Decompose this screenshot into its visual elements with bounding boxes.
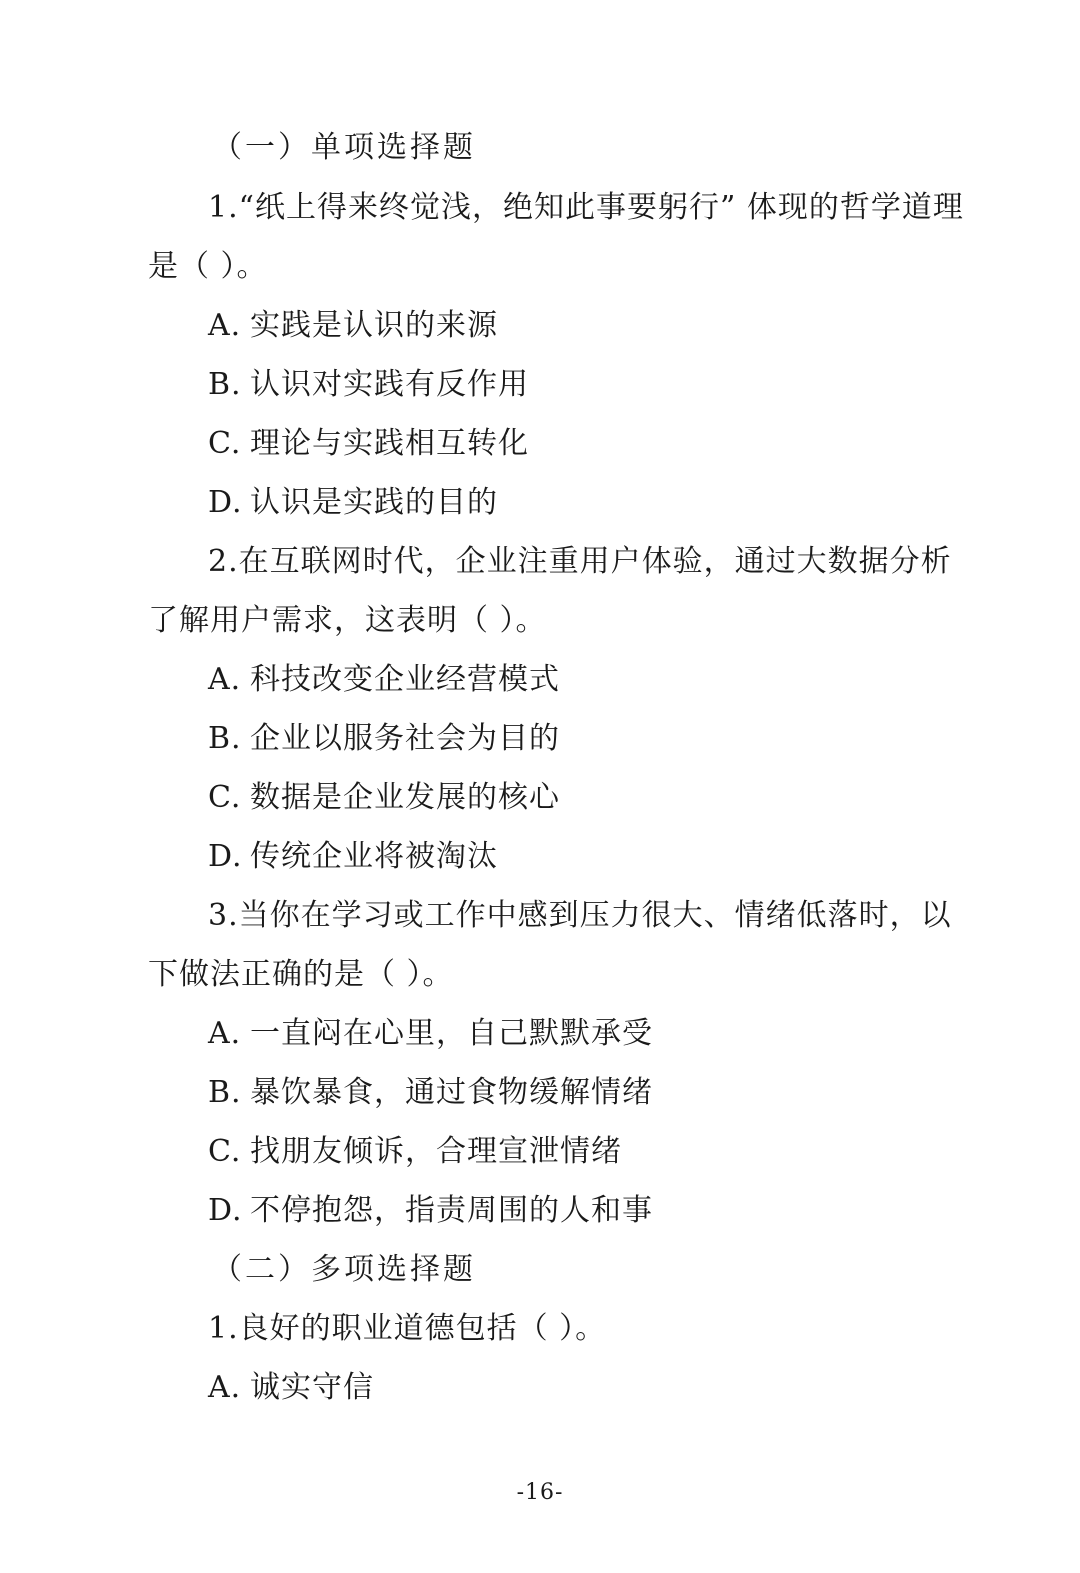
question-1-option-b (208, 365, 529, 405)
option-text: 传统企业将被淘汰 (250, 839, 498, 874)
question-1-option-a (208, 306, 498, 346)
question-2-option-d (208, 837, 498, 877)
option-text: 企业以服务社会为目的 (250, 721, 560, 756)
section-title-multiple-choice: （二）多项选择题 (212, 1252, 476, 1287)
option-letter: B. (208, 721, 242, 756)
option-letter: D. (208, 839, 243, 874)
option-text: 科技改变企业经营模式 (250, 662, 560, 697)
question-3-option-b (208, 1073, 653, 1113)
option-text: 找朋友倾诉，合理宣泄情绪 (250, 1134, 622, 1169)
question-1-text-line2: 是（ ）。 (148, 249, 268, 284)
option-text: 不停抱怨，指责周围的人和事 (250, 1193, 653, 1228)
question-3-option-a (208, 1014, 653, 1054)
option-letter: A. (208, 308, 242, 343)
option-text: 认识对实践有反作用 (250, 367, 529, 402)
option-letter: A. (208, 1370, 242, 1405)
section-title-single-choice: （一）单项选择题 (212, 130, 476, 165)
option-letter: C. (208, 426, 242, 461)
option-letter: B. (208, 1075, 242, 1110)
page-number: -16- (516, 1480, 564, 1505)
option-text: 暴饮暴食，通过食物缓解情绪 (250, 1075, 653, 1110)
question-3-option-d (208, 1191, 653, 1231)
question-3-option-c (208, 1132, 622, 1172)
multi-question-1-option-a (208, 1368, 374, 1408)
option-text: 理论与实践相互转化 (250, 426, 529, 461)
option-text: 认识是实践的目的 (250, 485, 498, 520)
question-2-option-b (208, 719, 560, 759)
option-text: 诚实守信 (250, 1370, 374, 1405)
option-text: 数据是企业发展的核心 (250, 780, 560, 815)
option-text: 实践是认识的来源 (250, 308, 498, 343)
question-3-text-line2: 下做法正确的是（ ）。 (148, 957, 454, 992)
option-text: 一直闷在心里，自己默默承受 (250, 1016, 653, 1051)
option-letter: D. (208, 1193, 243, 1228)
question-2-option-a (208, 660, 560, 700)
question-1-option-c (208, 424, 529, 464)
option-letter: A. (208, 1016, 242, 1051)
question-3-text-line1: 3.当你在学习或工作中感到压力很大、情绪低落时，以 (208, 898, 952, 933)
question-2-option-c (208, 778, 560, 818)
question-1-option-d (208, 483, 498, 523)
option-letter: D. (208, 485, 243, 520)
question-2-text-line1: 2.在互联网时代，企业注重用户体验，通过大数据分析 (208, 544, 952, 579)
question-2-text-line2: 了解用户需求，这表明（ ）。 (148, 603, 547, 638)
option-letter: B. (208, 367, 242, 402)
question-1-text-line1: 1.“纸上得来终觉浅，绝知此事要躬行” 体现的哲学道理 (208, 190, 964, 225)
multi-question-1-text: 1.良好的职业道德包括（ ）。 (208, 1311, 607, 1346)
option-letter: A. (208, 662, 242, 697)
option-letter: C. (208, 780, 242, 815)
option-letter: C. (208, 1134, 242, 1169)
